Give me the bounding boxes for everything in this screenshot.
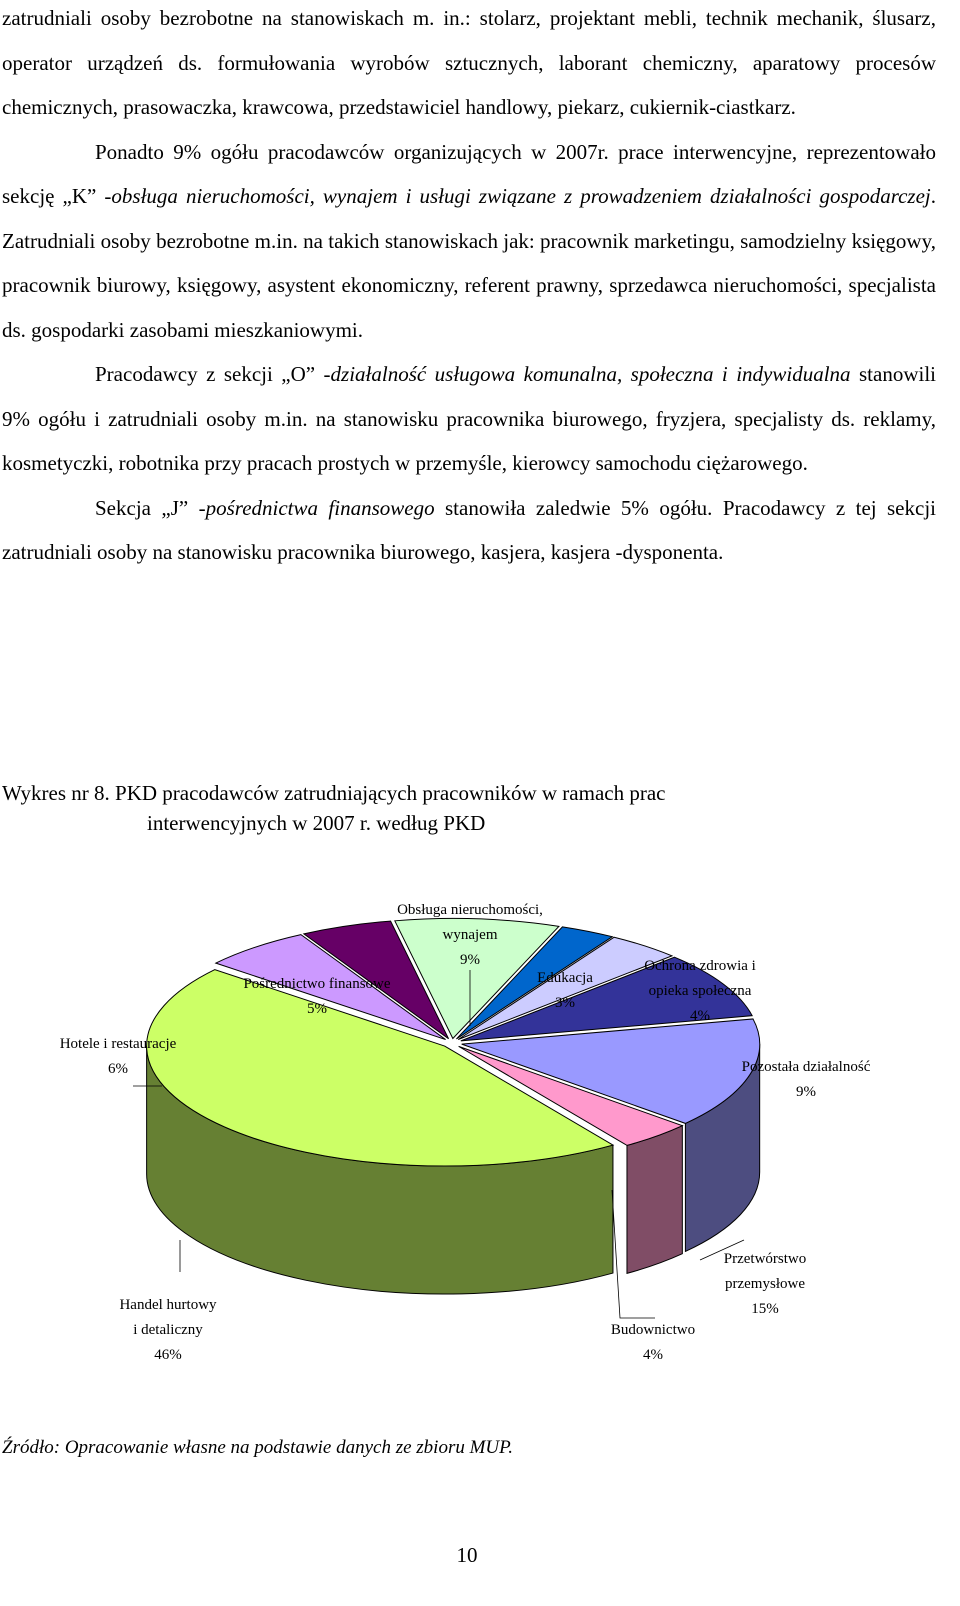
label-przetworstwo: Przetwórstwo przemysłowe 15% [723, 1251, 807, 1317]
paragraph-4-section-name: pośrednictwa finansowego [205, 495, 435, 520]
label-posrednictwo: Pośrednictwo finansowe 5% [243, 976, 391, 1017]
paragraph-2-text-c: . Zatrudniali osoby bezrobotne m.in. na takich stanowiskach jak: pracownik marketingu, samodzielny księgowy, pracownik biurowy, księgowy, asystent ekonomiczny, referent prawny, sprzedawca nieruchomości, specjalista ds. gospodarki zasobami mieszkaniowymi. [2, 184, 936, 342]
label-budownictwo: Budownictwo 4% [610, 1322, 696, 1363]
label-ochrona-zdrowia: Ochrona zdrowia i opieka społeczna 4% [644, 958, 756, 1024]
paragraph-4 [2, 486, 936, 575]
caption-line-2: interwencyjnych w 2007 r. według PKD [147, 811, 486, 835]
source-note: Źródło: Opracowanie własne na podstawie danych ze zbioru MUP. [2, 1437, 514, 1458]
body-text [2, 0, 936, 575]
paragraph-3-text-c: stanowili 9% ogółu i zatrudniali osoby m.in. na stanowisku pracownika biurowego, fryzjera, specjalisty ds. reklamy, kosmetyczki, robotnika przy pracach prostych w przemyśle, kierowcy samochodu ciężarowego. [2, 362, 936, 475]
label-pozostala: Pozostała działalność 9% [741, 1059, 871, 1100]
label-handel: Handel hurtowy i detaliczny 46% [119, 1297, 217, 1363]
paragraph-4-text-c: stanowiła zaledwie 5% ogółu. Pracodawcy z tej sekcji zatrudniali osoby na stanowisku pracownika biurowego, kasjera, kasjera -dysponenta. [2, 495, 936, 564]
pie-side-5 [627, 1126, 682, 1274]
paragraph-3-section-name: działalność usługowa komunalna, społeczna i indywidualna [330, 362, 851, 386]
pie-chart [0, 880, 960, 1400]
paragraph-1: zatrudniali osoby bezrobotne na stanowiskach m. in.: stolarz, projektant mebli, technik mechanik, ślusarz, operator urządzeń ds. formułowania wyrobów sztucznych, laborant chemiczny, aparatowy procesów chemicznych, prasowaczka, krawcowa, przedstawiciel handlowy, piekarz, cukiernik-ciastkarz. [2, 6, 936, 119]
paragraph-4-text-a: Sekcja „J” - [95, 495, 206, 520]
paragraph-3 [2, 352, 936, 486]
label-hotele: Hotele i restauracje 6% [59, 1036, 177, 1077]
page-number: 10 [456, 1543, 478, 1567]
paragraph-3-text-a: Pracodawcy z sekcji „O” - [95, 362, 331, 386]
chart-caption [2, 778, 936, 838]
label-obsluga: Obsługa nieruchomości, wynajem 9% [397, 902, 543, 968]
paragraph-2-text-a: Ponadto 9% ogółu pracodawców organizujących w 2007r. prace interwencyjne, reprezentowało sekcję „K” - [2, 139, 936, 208]
caption-line-1: Wykres nr 8. PKD pracodawców zatrudniających pracowników w ramach prac [2, 781, 666, 805]
label-edukacja: Edukacja 3% [537, 970, 593, 1011]
paragraph-2-section-name: obsługa nieruchomości, wynajem i usługi związane z prowadzeniem działalności gospodarczej [111, 184, 931, 208]
paragraph-2 [2, 130, 936, 353]
